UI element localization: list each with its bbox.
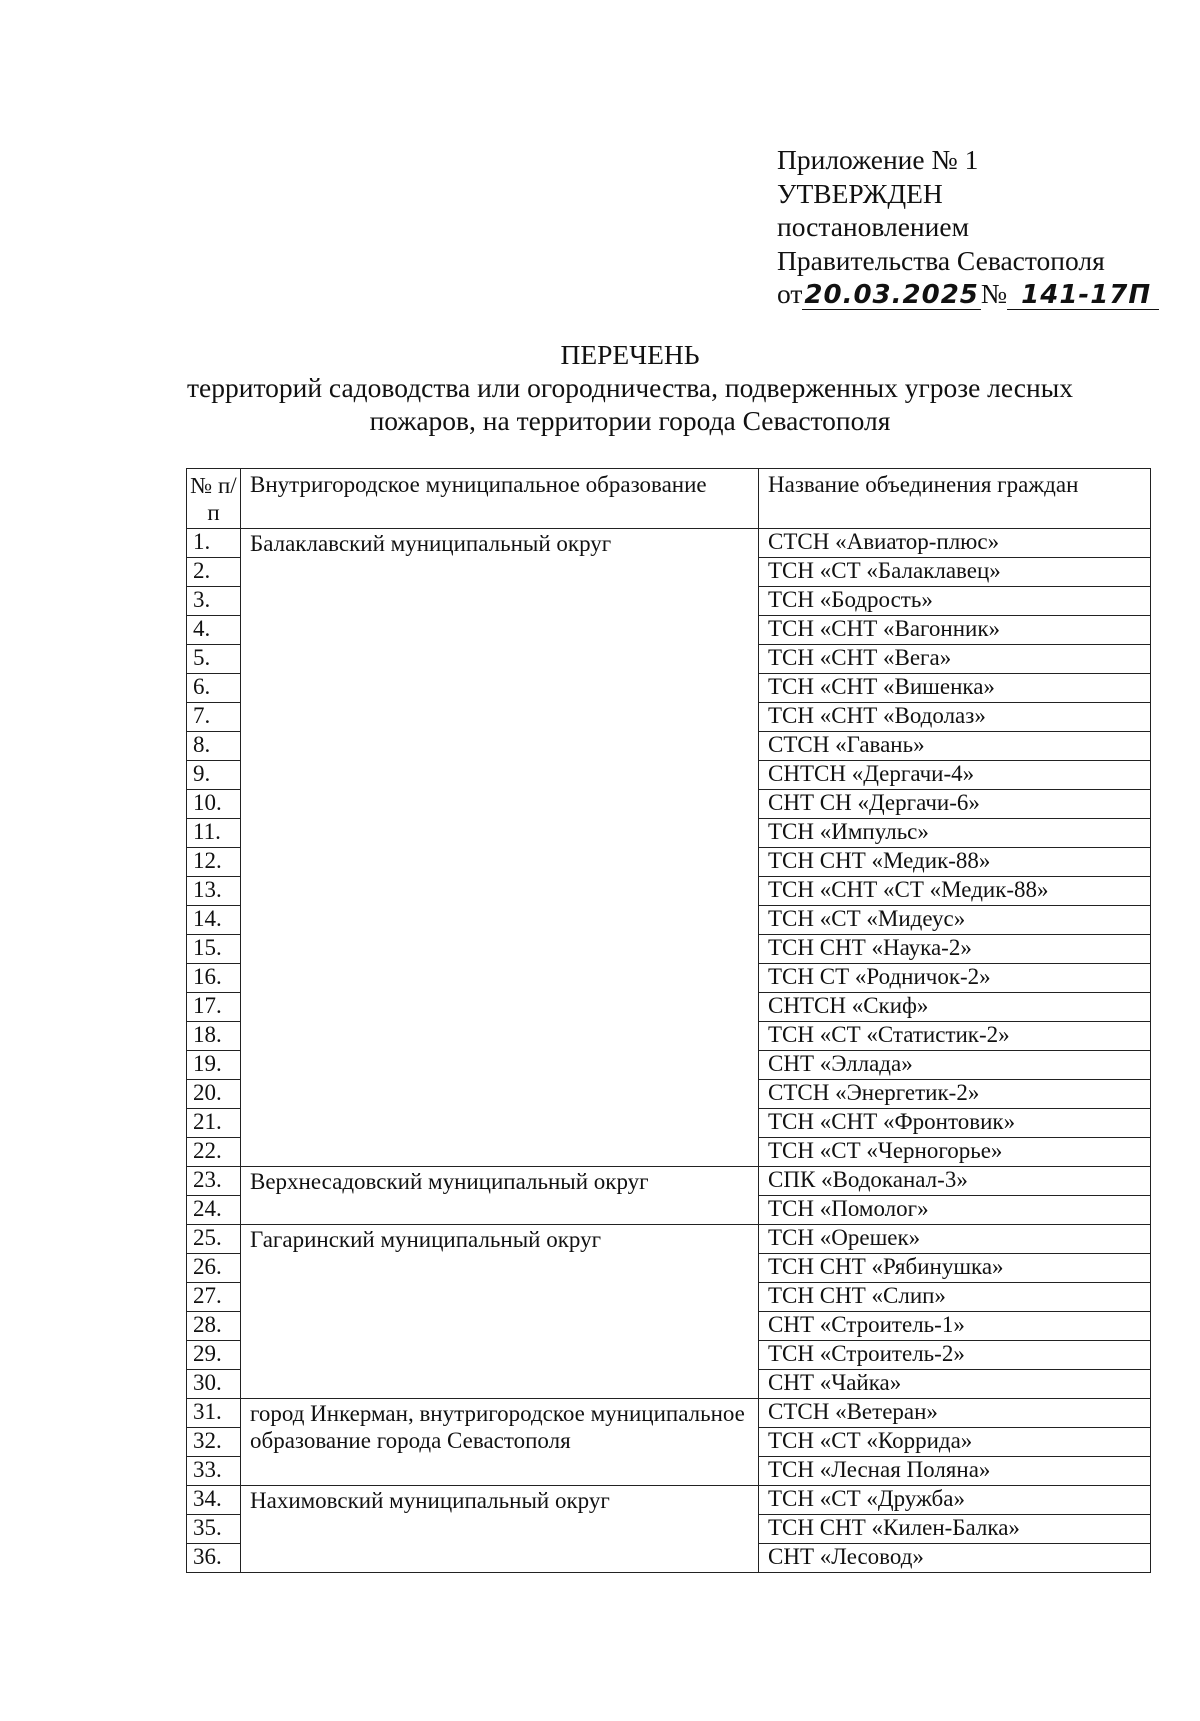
row-number: 28. [187, 1312, 241, 1341]
row-number: 31. [187, 1399, 241, 1428]
row-number: 13. [187, 877, 241, 906]
row-number: 2. [187, 558, 241, 587]
row-number: 27. [187, 1283, 241, 1312]
association-name: ТСН СНТ «Медик-88» [759, 848, 1151, 877]
association-name: ТСН СНТ «Килен-Балка» [759, 1515, 1151, 1544]
row-number: 34. [187, 1486, 241, 1515]
association-name: ТСН «СТ «Коррида» [759, 1428, 1151, 1457]
row-number: 24. [187, 1196, 241, 1225]
municipality-cell: Гагаринский муниципальный округ [241, 1225, 759, 1399]
table-row [187, 1399, 1151, 1428]
association-name: ТСН «СНТ «Вагонник» [759, 616, 1151, 645]
association-name: ТСН СНТ «Рябинушка» [759, 1254, 1151, 1283]
row-number: 4. [187, 616, 241, 645]
row-number: 6. [187, 674, 241, 703]
association-name: ТСН «СТ «Статистик-2» [759, 1022, 1151, 1051]
association-name: ТСН «Импульс» [759, 819, 1151, 848]
row-number: 12. [187, 848, 241, 877]
association-name: СНТ «Лесовод» [759, 1544, 1151, 1573]
municipality-cell: Нахимовский муниципальный округ [241, 1486, 759, 1573]
decree-line [777, 277, 1159, 311]
table-row [187, 1167, 1151, 1196]
association-name: ТСН «СТ «Черногорье» [759, 1138, 1151, 1167]
association-name: ТСН «Строитель-2» [759, 1341, 1151, 1370]
municipality-cell: Балаклавский муниципальный округ [241, 529, 759, 1167]
row-number: 5. [187, 645, 241, 674]
association-name: СНТСН «Дергачи-4» [759, 761, 1151, 790]
association-name: ТСН «Лесная Поляна» [759, 1457, 1151, 1486]
title-main: ПЕРЕЧЕНЬ [560, 339, 700, 370]
association-name: СНТ «Строитель-1» [759, 1312, 1151, 1341]
row-number: 18. [187, 1022, 241, 1051]
association-name: ТСН «Бодрость» [759, 587, 1151, 616]
row-number: 8. [187, 732, 241, 761]
municipality-cell: город Инкерман, внутригородское муниципальное образование города Севастополя [241, 1399, 759, 1486]
row-number: 26. [187, 1254, 241, 1283]
association-name: СНТ СН «Дергачи-6» [759, 790, 1151, 819]
decree-date: 20.03.2025 [804, 280, 979, 310]
approved-by-label: постановлением [777, 211, 969, 242]
association-name: СНТСН «Скиф» [759, 993, 1151, 1022]
row-number: 35. [187, 1515, 241, 1544]
column-header-association: Название объединения граждан [759, 469, 1151, 529]
date-prefix: от [777, 278, 803, 309]
approved-label: УТВЕРЖДЕН [777, 177, 943, 209]
association-name: ТСН «СНТ «Вега» [759, 645, 1151, 674]
row-number: 23. [187, 1167, 241, 1196]
number-prefix: № [980, 278, 1008, 309]
association-name: СНТ «Чайка» [759, 1370, 1151, 1399]
association-name: ТСН «СТ «Балаклавец» [759, 558, 1151, 587]
column-header-number: № п/п [187, 469, 241, 529]
row-number: 36. [187, 1544, 241, 1573]
row-number: 17. [187, 993, 241, 1022]
row-number: 3. [187, 587, 241, 616]
table-body [187, 529, 1151, 1573]
association-name: СПК «Водоканал-3» [759, 1167, 1151, 1196]
row-number: 14. [187, 906, 241, 935]
association-name: СТСН «Авиатор-плюс» [759, 529, 1151, 558]
row-number: 15. [187, 935, 241, 964]
row-number: 29. [187, 1341, 241, 1370]
association-name: СТСН «Гавань» [759, 732, 1151, 761]
association-name: ТСН «СНТ «Водолаз» [759, 703, 1151, 732]
title-subtitle: территорий садоводства или огородничества, подверженных угрозе лесных пожаров, на территории города Севастополя [187, 372, 1073, 436]
row-number: 7. [187, 703, 241, 732]
column-header-municipality: Внутригородское муниципальное образование [241, 469, 759, 529]
association-name: ТСН «СТ «Мидеус» [759, 906, 1151, 935]
row-number: 20. [187, 1080, 241, 1109]
row-number: 16. [187, 964, 241, 993]
table-header-row [187, 469, 1151, 529]
document-title [150, 338, 1110, 437]
association-name: СТСН «Энергетик-2» [759, 1080, 1151, 1109]
row-number: 22. [187, 1138, 241, 1167]
association-name: ТСН «Помолог» [759, 1196, 1151, 1225]
row-number: 21. [187, 1109, 241, 1138]
association-name: ТСН «Орешек» [759, 1225, 1151, 1254]
table-row [187, 529, 1151, 558]
row-number: 19. [187, 1051, 241, 1080]
association-name: ТСН «СНТ «СТ «Медик-88» [759, 877, 1151, 906]
row-number: 25. [187, 1225, 241, 1254]
territories-table [186, 468, 1151, 1573]
association-name: ТСН «СТ «Дружба» [759, 1486, 1151, 1515]
row-number: 1. [187, 529, 241, 558]
association-name: ТСН «СНТ «Вишенка» [759, 674, 1151, 703]
row-number: 11. [187, 819, 241, 848]
row-number: 10. [187, 790, 241, 819]
row-number: 30. [187, 1370, 241, 1399]
association-name: ТСН «СНТ «Фронтовик» [759, 1109, 1151, 1138]
row-number: 32. [187, 1428, 241, 1457]
association-name: ТСН СНТ «Наука-2» [759, 935, 1151, 964]
association-name: ТСН СТ «Родничок-2» [759, 964, 1151, 993]
association-name: СНТ «Эллада» [759, 1051, 1151, 1080]
municipality-cell: Верхнесадовский муниципальный округ [241, 1167, 759, 1225]
approval-block [777, 143, 1159, 311]
association-name: ТСН СНТ «Слип» [759, 1283, 1151, 1312]
row-number: 33. [187, 1457, 241, 1486]
authority-label: Правительства Севастополя [777, 244, 1105, 276]
table-row [187, 1486, 1151, 1515]
decree-number: 141-17П [1007, 281, 1159, 310]
table-row [187, 1225, 1151, 1254]
row-number: 9. [187, 761, 241, 790]
appendix-label: Приложение № 1 [777, 144, 979, 175]
association-name: СТСН «Ветеран» [759, 1399, 1151, 1428]
